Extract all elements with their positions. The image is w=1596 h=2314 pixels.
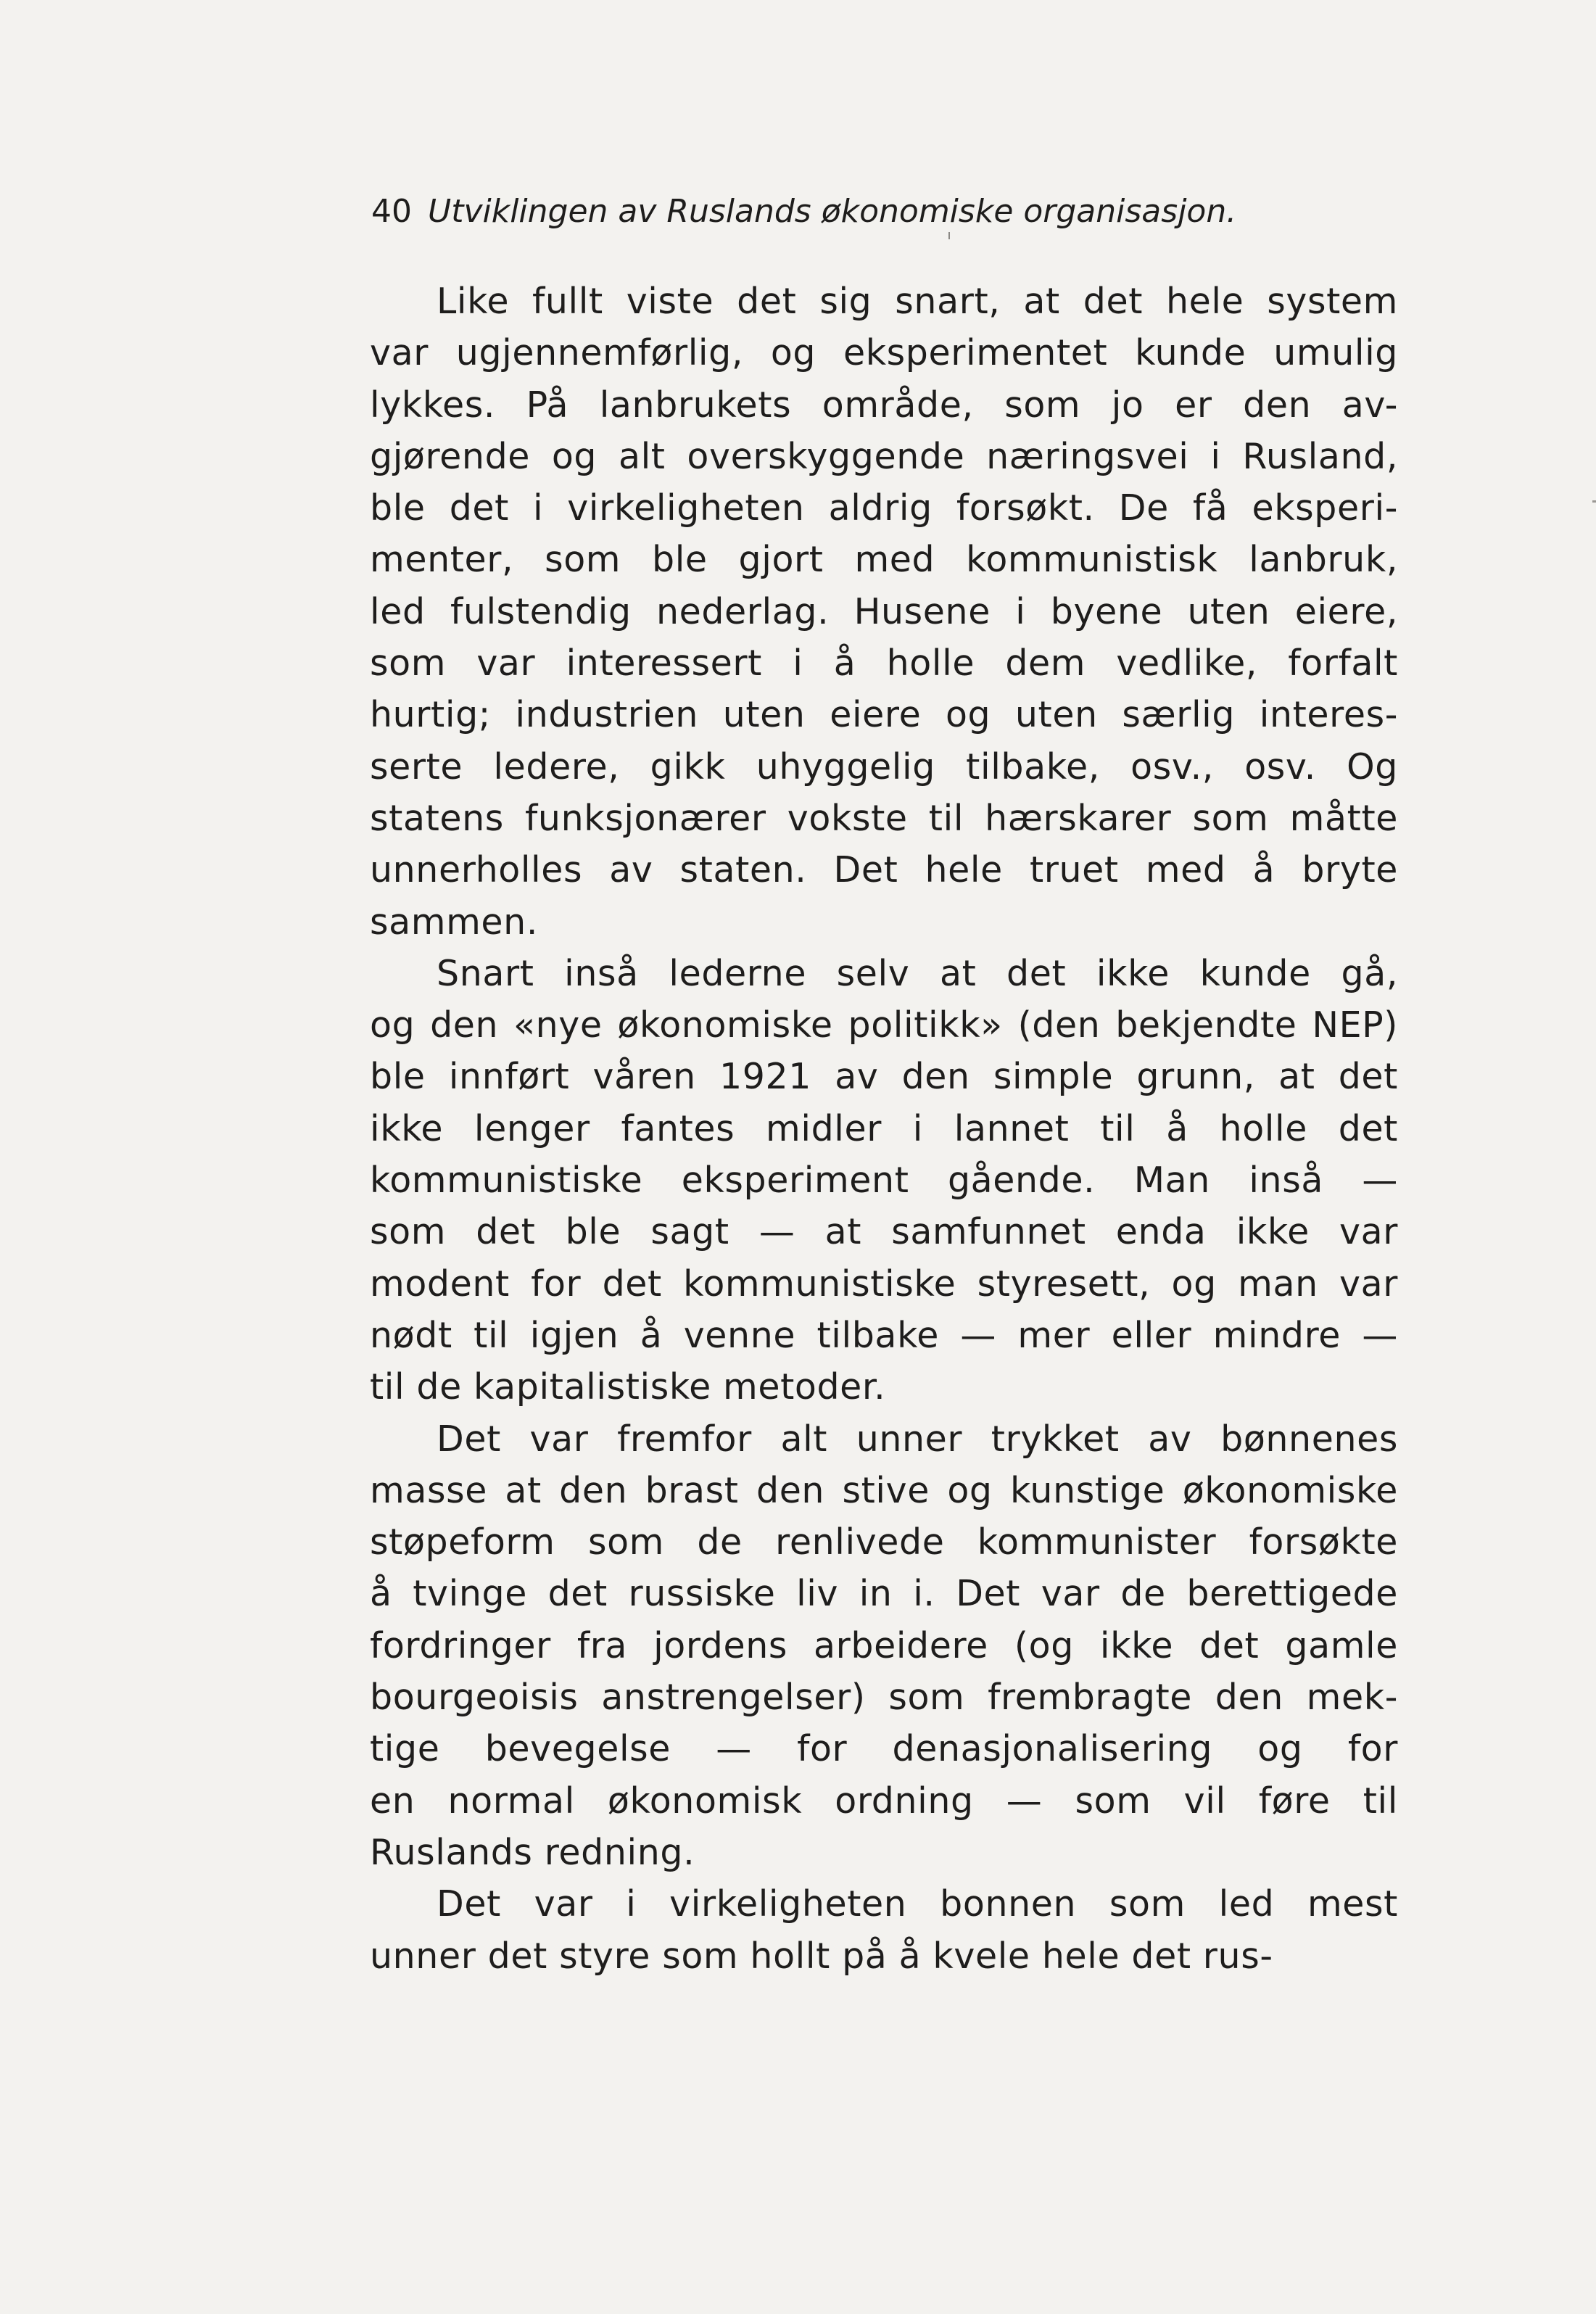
paragraph [370, 276, 1398, 948]
paragraph [370, 1878, 1398, 1982]
text-line: en normal økonomisk ordning — som vil føre til [370, 1780, 1398, 1822]
paragraph [370, 948, 1398, 1413]
text-line: masse at den brast den stive og kunstige økonomiske [370, 1469, 1398, 1511]
text-line: til de kapitalistiske metoder. [370, 1366, 886, 1408]
text-line: Ruslands redning. [370, 1831, 695, 1873]
text-line: gjørende og alt overskyggende næringsvei i Rusland, [370, 435, 1398, 477]
text-line: var ugjennemførlig, og eksperimentet kunde umulig [370, 332, 1398, 374]
text-line: som var interessert i å holle dem vedlike, forfalt [370, 642, 1398, 685]
text-line: lykkes. På lanbrukets område, som jo er den av- [370, 384, 1398, 426]
paragraph [370, 1413, 1398, 1879]
text-line: ble innført våren 1921 av den simple grunn, at det [370, 1056, 1398, 1098]
text-line: led fulstendig nederlag. Husene i byene uten eiere, [370, 590, 1398, 632]
text-line: fordringer fra jordens arbeidere (og ikke det gamle [370, 1624, 1398, 1666]
running-header [371, 190, 1401, 234]
text-line: hurtig; industrien uten eiere og uten særlig interes- [370, 694, 1398, 736]
text-line: unnerholles av staten. Det hele truet med å bryte [370, 849, 1398, 891]
edge-mark [1592, 500, 1596, 503]
text-line: sammen. [370, 901, 538, 943]
text-line: som det ble sagt — at samfunnet enda ikke var [370, 1211, 1398, 1253]
text-line: Snart inså lederne selv at det ikke kunde gå, [437, 952, 1398, 994]
text-line: tige bevegelse — for denasjonalisering og for [370, 1728, 1398, 1770]
text-line: modent for det kommunistiske styresett, og man var [370, 1263, 1398, 1305]
text-line: ble det i virkeligheten aldrig forsøkt. De få eksperi- [370, 487, 1398, 529]
text-line: nødt til igjen å venne tilbake — mer eller mindre — [370, 1314, 1398, 1356]
body-text [370, 276, 1398, 1982]
text-line: å tvinge det russiske liv in i. Det var de berettigede [370, 1573, 1398, 1615]
text-line: menter, som ble gjort med kommunistisk lanbruk, [370, 539, 1398, 581]
text-line: serte ledere, gikk uhyggelig tilbake, osv., osv. Og [370, 745, 1398, 788]
text-line: unner det styre som hollt på å kvele hele det rus- [370, 1935, 1273, 1977]
text-line: bourgeoisis anstrengelser) som frembragte den mek- [370, 1677, 1398, 1719]
text-line: statens funksjonærer vokste til hærskarer som måtte [370, 797, 1398, 839]
running-title: Utviklingen av Ruslands økonomiske organisasjon. [428, 193, 1237, 230]
text-line: og den «nye økonomiske politikk» (den bekjendte NEP) [370, 1004, 1398, 1046]
text-line: Det var fremfor alt unner trykket av bønnenes [437, 1418, 1398, 1460]
text-line: Det var i virkeligheten bonnen som led mest [437, 1883, 1398, 1925]
text-line: kommunistiske eksperiment gående. Man inså — [370, 1160, 1398, 1202]
text-line: støpeform som de renlivede kommunister forsøkte [370, 1521, 1398, 1563]
text-line: ikke lenger fantes midler i lannet til å holle det [370, 1107, 1398, 1149]
text-line: Like fullt viste det sig snart, at det hele system [437, 281, 1398, 322]
printer-mark [948, 232, 950, 239]
page-number: 40 [371, 193, 412, 230]
